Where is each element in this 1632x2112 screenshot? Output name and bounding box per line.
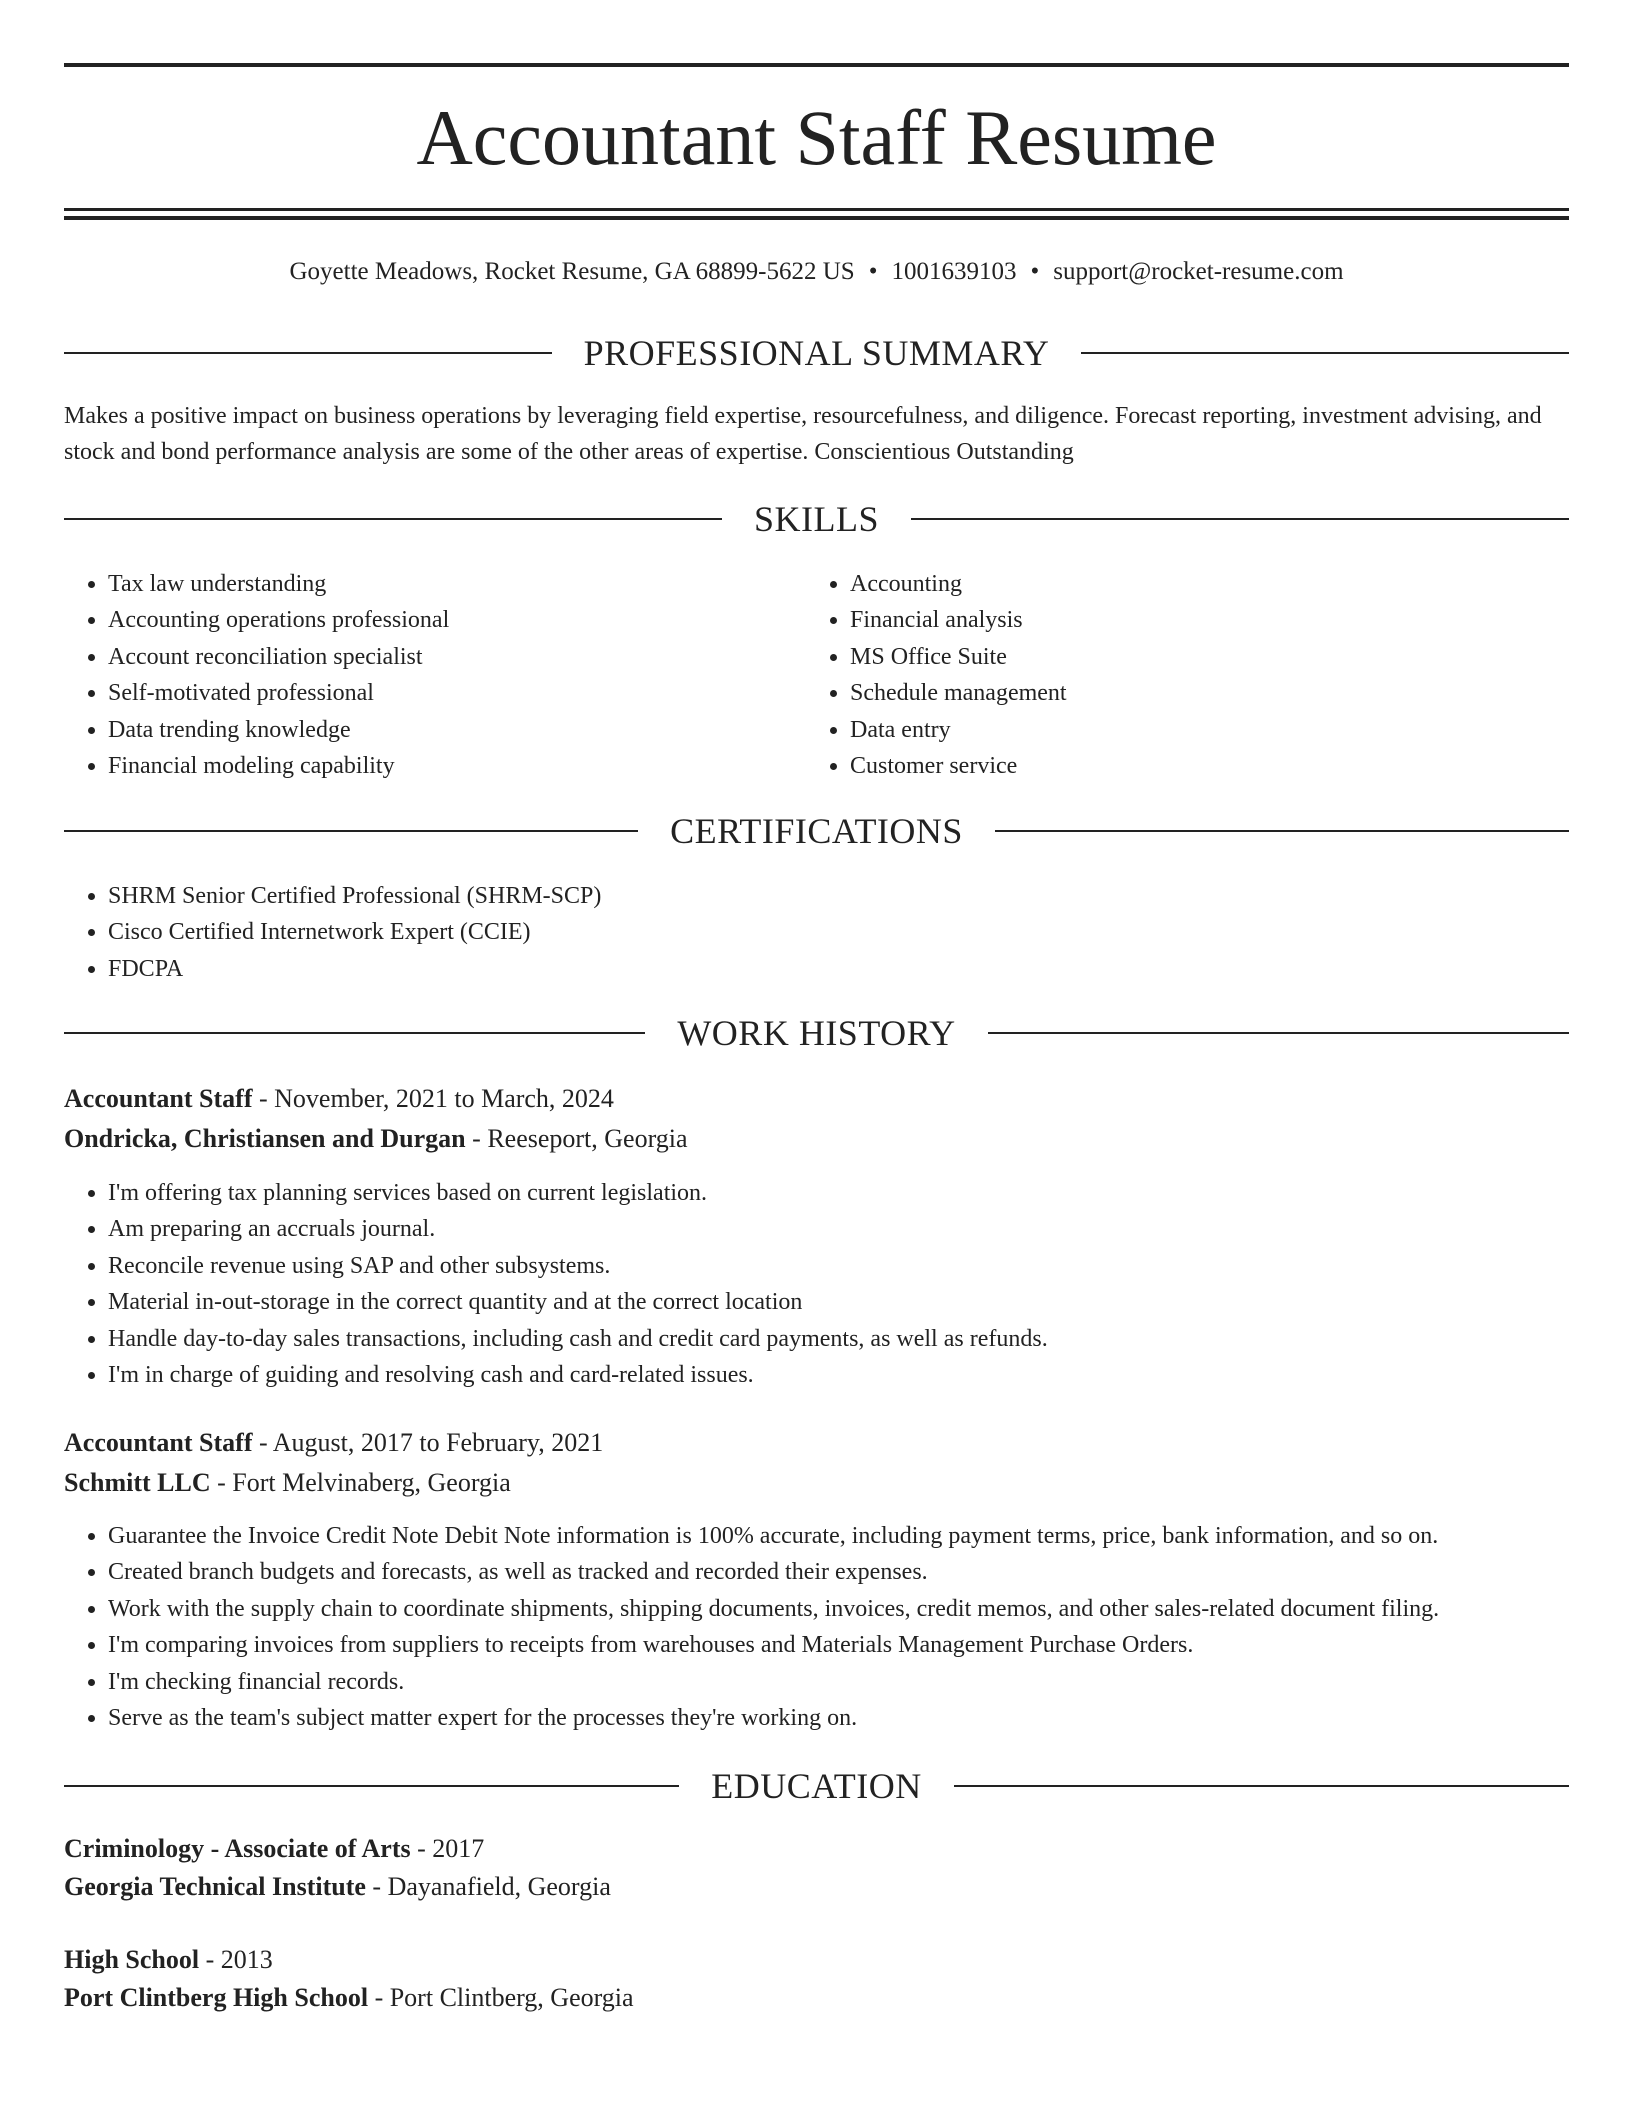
list-item: • Reconcile revenue using SAP and other subsystems. [108, 1248, 1613, 1284]
job-location: - Fort Melvinaberg, Georgia [210, 1468, 511, 1497]
contact-separator: • [1030, 258, 1040, 285]
heading-rule [911, 518, 1569, 520]
list-item: • I'm comparing invoices from suppliers to receipts from warehouses and Materials Management Purchase Orders. [108, 1627, 1628, 1663]
job-dates: - August, 2017 to February, 2021 [252, 1428, 604, 1457]
list-item: • MS Office Suite [850, 639, 1550, 675]
skills-list-left [64, 566, 808, 784]
list-item: • FDCPA [108, 951, 1508, 987]
list-item: • Financial analysis [850, 602, 1550, 638]
section-heading-summary [64, 333, 1569, 373]
list-item: • Financial modeling capability [108, 748, 808, 784]
list-item: • Work with the supply chain to coordinate shipments, shipping documents, invoices, credit memos, and other sales-related document filing. [108, 1591, 1628, 1627]
summary-text: Makes a positive impact on business operations by leveraging field expertise, resourcefulness, and diligence. Forecast reporting, investment advising, and stock and bond performance analysis are some of the other areas of expertise. Conscientious Outstanding [64, 403, 1542, 465]
title-rule-upper [64, 208, 1569, 211]
education-school: Georgia Technical Institute [64, 1872, 366, 1901]
job-title: Accountant Staff [64, 1084, 253, 1113]
education-location: - Dayanafield, Georgia [365, 1872, 611, 1901]
job-dates: - November, 2021 to March, 2024 [252, 1084, 614, 1113]
section-heading-skills [64, 499, 1569, 539]
contact-email: support@rocket-resume.com [1053, 258, 1344, 285]
contact-separator: • [868, 258, 878, 285]
list-item: • Accounting [850, 566, 1550, 602]
job-company-line [64, 1463, 1569, 1503]
job-title-line [64, 1423, 1569, 1463]
job-location: - Reeseport, Georgia [465, 1124, 688, 1153]
top-rule [64, 63, 1569, 67]
contact-line [64, 254, 1569, 290]
section-title: WORK HISTORY [677, 1013, 956, 1053]
education-degree: High School [64, 1945, 200, 1974]
education-degree-line [64, 1940, 1569, 1980]
list-item: • Self-motivated professional [108, 675, 808, 711]
list-item: • I'm checking financial records. [108, 1664, 1628, 1700]
list-item: • Data trending knowledge [108, 712, 808, 748]
heading-rule [954, 1785, 1569, 1787]
list-item: • Created branch budgets and forecasts, as well as tracked and recorded their expenses. [108, 1554, 1628, 1590]
section-heading-education [64, 1766, 1569, 1806]
education-year: - 2013 [199, 1945, 273, 1974]
contact-address: Goyette Meadows, Rocket Resume, GA 68899-5622 US [289, 258, 855, 285]
section-title: EDUCATION [711, 1766, 922, 1806]
list-item: • Guarantee the Invoice Credit Note Debit Note information is 100% accurate, including payment terms, price, bank information, and so on. [108, 1518, 1628, 1554]
heading-rule [64, 1032, 645, 1034]
education-degree-line [64, 1829, 1569, 1869]
section-heading-work-history [64, 1013, 1569, 1053]
list-item: • I'm offering tax planning services based on current legislation. [108, 1175, 1613, 1211]
list-item: • Material in-out-storage in the correct quantity and at the correct location [108, 1284, 1613, 1320]
job-company: Schmitt LLC [64, 1468, 211, 1497]
heading-rule [64, 518, 722, 520]
list-item: • Handle day-to-day sales transactions, including cash and credit card payments, as well as refunds. [108, 1321, 1613, 1357]
list-item: • Data entry [850, 712, 1550, 748]
education-degree: Criminology - Associate of Arts [64, 1834, 411, 1863]
education-location: - Port Clintberg, Georgia [368, 1983, 634, 2012]
section-title: PROFESSIONAL SUMMARY [583, 333, 1050, 373]
heading-rule [64, 352, 552, 354]
education-school: Port Clintberg High School [64, 1983, 369, 2012]
education-year: - 2017 [410, 1834, 485, 1863]
heading-rule [1081, 352, 1569, 354]
section-title: SKILLS [754, 499, 880, 539]
job-company-line [64, 1119, 1569, 1159]
heading-rule [64, 830, 638, 832]
job-duties-list [64, 1175, 1613, 1393]
list-item: • Schedule management [850, 675, 1550, 711]
list-item: • SHRM Senior Certified Professional (SHRM-SCP) [108, 878, 1508, 914]
certifications-list [64, 878, 1508, 987]
job-company: Ondricka, Christiansen and Durgan [64, 1124, 466, 1153]
contact-phone: 1001639103 [891, 258, 1017, 285]
list-item: • I'm in charge of guiding and resolving cash and card-related issues. [108, 1357, 1613, 1393]
list-item: • Tax law understanding [108, 566, 808, 602]
title-rule-lower [64, 216, 1569, 220]
resume-title: Accountant Staff Resume [416, 94, 1217, 181]
heading-rule [64, 1785, 679, 1787]
education-school-line [64, 1978, 1569, 2018]
skills-list-right [806, 566, 1550, 784]
list-item: • Am preparing an accruals journal. [108, 1211, 1613, 1247]
list-item: • Cisco Certified Internetwork Expert (CCIE) [108, 914, 1508, 950]
job-duties-list [64, 1518, 1628, 1736]
list-item: • Accounting operations professional [108, 602, 808, 638]
heading-rule [995, 830, 1569, 832]
list-item: • Account reconciliation specialist [108, 639, 808, 675]
job-title-line [64, 1079, 1569, 1119]
section-title: CERTIFICATIONS [670, 811, 963, 851]
section-heading-certifications [64, 811, 1569, 851]
job-title: Accountant Staff [64, 1428, 253, 1457]
list-item: • Customer service [850, 748, 1550, 784]
education-school-line [64, 1867, 1569, 1907]
heading-rule [988, 1032, 1569, 1034]
list-item: • Serve as the team's subject matter expert for the processes they're working on. [108, 1700, 1628, 1736]
